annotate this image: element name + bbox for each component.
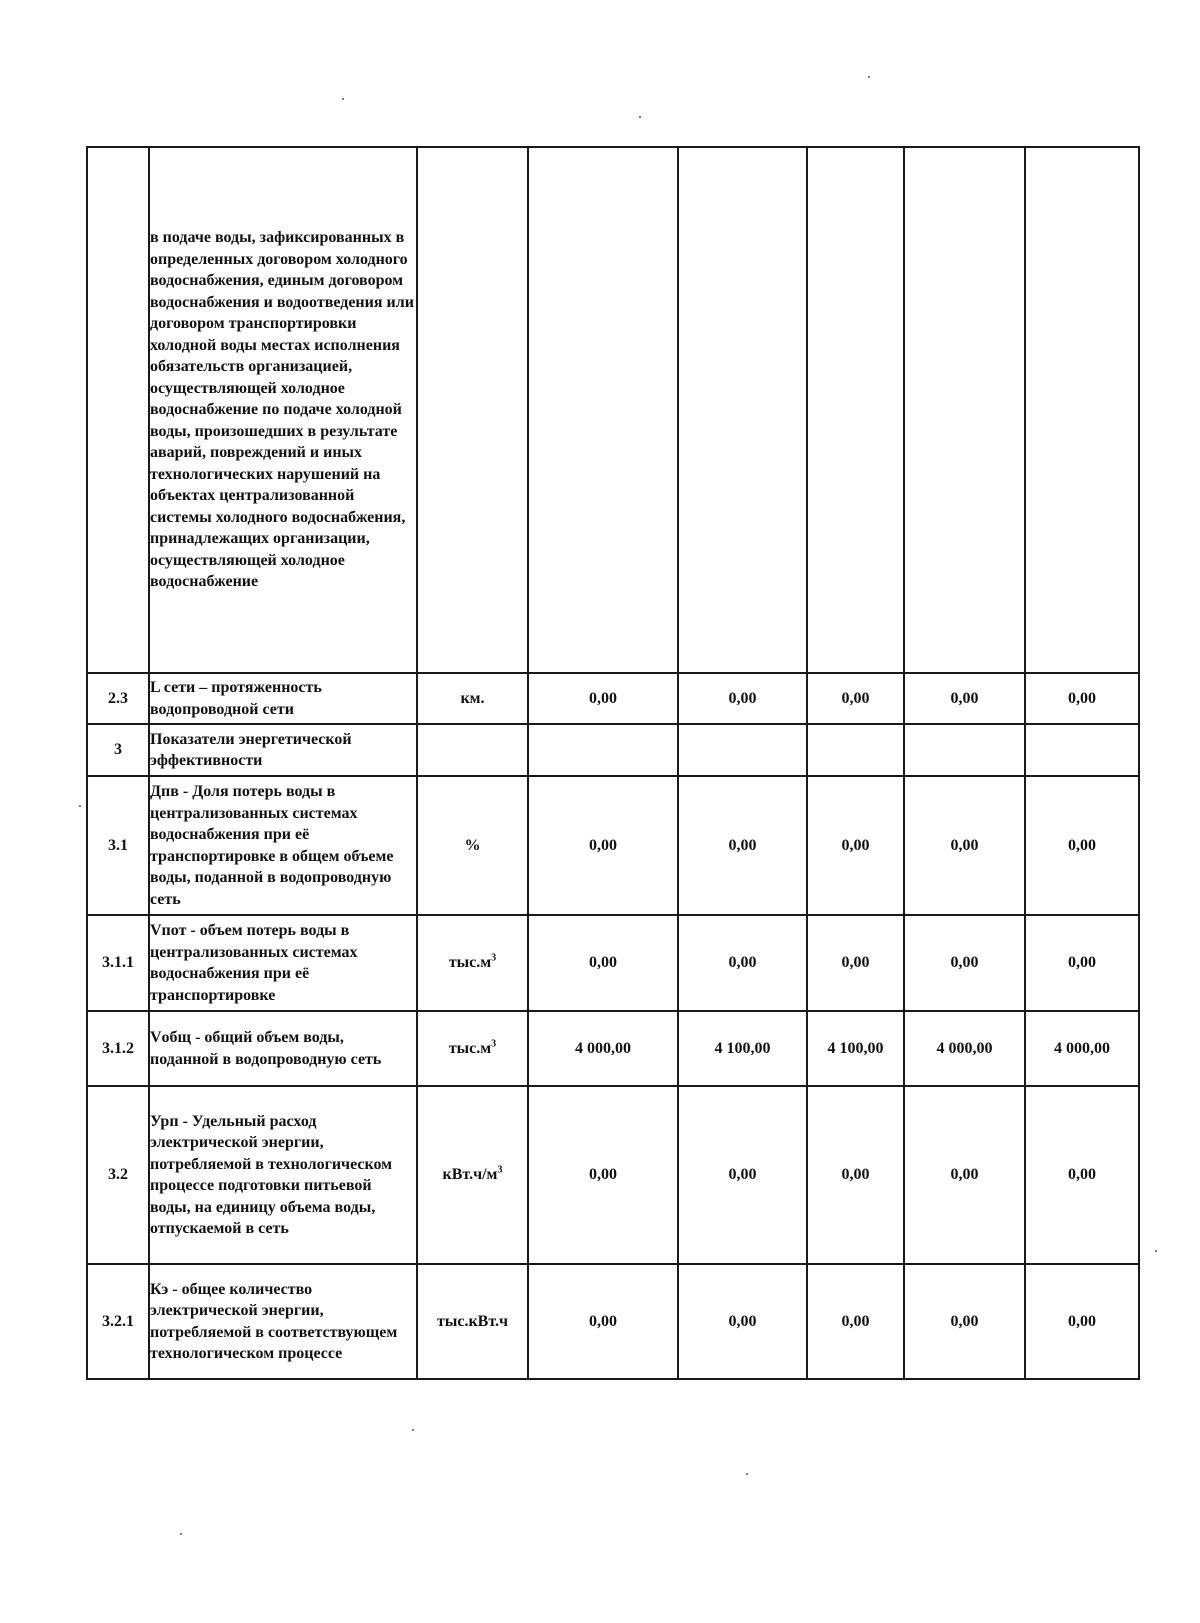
unit-exponent: 3 bbox=[491, 952, 497, 964]
value-cell: 4 100,00 bbox=[678, 1011, 807, 1086]
value-cell: 0,00 bbox=[528, 915, 678, 1011]
indicator-name: L сети – протяженность водопроводной сети bbox=[149, 673, 417, 724]
unit-label: тыс.кВт.ч bbox=[436, 1312, 509, 1330]
value-cell bbox=[528, 147, 678, 673]
unit-label: % bbox=[464, 836, 481, 854]
scan-speck bbox=[746, 1473, 748, 1475]
table-row bbox=[87, 724, 1139, 776]
scan-speck bbox=[342, 98, 344, 100]
unit-cell bbox=[417, 915, 528, 1011]
unit-label: кВт.ч/м bbox=[442, 1166, 498, 1184]
indicator-name: Урп - Удельный расход электрической энергии, потребляемой в технологическом процессе подготовки питьевой воды, на единицу объема воды, отпускаемой в сеть bbox=[149, 1086, 417, 1264]
indicator-name: Vобщ - общий объем воды, поданной в водопроводную сеть bbox=[149, 1011, 417, 1086]
value-cell bbox=[528, 724, 678, 776]
value-cell: 0,00 bbox=[807, 915, 904, 1011]
value-cell: 4 100,00 bbox=[807, 1011, 904, 1086]
value-cell: 0,00 bbox=[678, 1264, 807, 1379]
unit-label: км. bbox=[460, 689, 485, 707]
row-number: 3.1.2 bbox=[87, 1011, 149, 1086]
value-cell: 4 000,00 bbox=[904, 1011, 1025, 1086]
value-cell: 0,00 bbox=[904, 1086, 1025, 1264]
table-row bbox=[87, 776, 1139, 915]
row-number: 3.2.1 bbox=[87, 1264, 149, 1379]
value-cell bbox=[904, 724, 1025, 776]
value-cell: 0,00 bbox=[807, 1086, 904, 1264]
value-cell: 0,00 bbox=[1025, 915, 1139, 1011]
row-number: 2.3 bbox=[87, 673, 149, 724]
value-cell bbox=[807, 724, 904, 776]
row-number: 3 bbox=[87, 724, 149, 776]
value-cell: 0,00 bbox=[807, 776, 904, 915]
value-cell: 0,00 bbox=[528, 776, 678, 915]
scan-speck bbox=[1155, 1250, 1157, 1252]
indicator-name: в подаче воды, зафиксированных в определенных договором холодного водоснабжения, единым договором водоснабжения и водоотведения или договором транспортировки холодной воды местах исполнения обязательств организацией, осуществляющей холодное водоснабжение по подаче холодной воды, произошедших в результате аварий, повреждений и иных технологических нарушений на объектах централизованной системы холодного водоснабжения, принадлежащих организации, осуществляющей холодное водоснабжение bbox=[149, 147, 417, 673]
unit-cell bbox=[417, 673, 528, 724]
unit-cell bbox=[417, 1086, 528, 1264]
table-row bbox=[87, 1264, 1139, 1379]
value-cell: 0,00 bbox=[1025, 776, 1139, 915]
value-cell bbox=[807, 147, 904, 673]
scan-speck bbox=[412, 1429, 414, 1431]
indicator-name: Vпот - объем потерь воды в централизованных системах водоснабжения при её транспортировке bbox=[149, 915, 417, 1011]
unit-exponent: 3 bbox=[491, 1038, 497, 1050]
value-cell: 0,00 bbox=[528, 673, 678, 724]
scan-speck bbox=[79, 805, 81, 807]
table-row bbox=[87, 1011, 1139, 1086]
unit-label: тыс.м bbox=[448, 1039, 492, 1057]
value-cell: 0,00 bbox=[678, 673, 807, 724]
indicators-table bbox=[86, 146, 1140, 1380]
value-cell: 0,00 bbox=[904, 1264, 1025, 1379]
value-cell: 0,00 bbox=[904, 673, 1025, 724]
value-cell bbox=[1025, 147, 1139, 673]
value-cell: 0,00 bbox=[528, 1264, 678, 1379]
value-cell: 0,00 bbox=[1025, 1086, 1139, 1264]
value-cell: 0,00 bbox=[1025, 673, 1139, 724]
value-cell: 0,00 bbox=[1025, 1264, 1139, 1379]
value-cell: 0,00 bbox=[678, 776, 807, 915]
unit-exponent: 3 bbox=[497, 1164, 503, 1176]
value-cell bbox=[678, 724, 807, 776]
value-cell bbox=[904, 147, 1025, 673]
value-cell: 0,00 bbox=[678, 1086, 807, 1264]
table-row bbox=[87, 915, 1139, 1011]
unit-cell bbox=[417, 724, 528, 776]
table-row bbox=[87, 1086, 1139, 1264]
unit-cell bbox=[417, 147, 528, 673]
indicator-name: Показатели энергетической эффективности bbox=[149, 724, 417, 776]
indicator-name: Кэ - общее количество электрической энергии, потребляемой в соответствующем технологическом процессе bbox=[149, 1264, 417, 1379]
unit-label: тыс.м bbox=[448, 954, 492, 972]
value-cell: 0,00 bbox=[904, 776, 1025, 915]
value-cell bbox=[1025, 724, 1139, 776]
indicator-name: Дпв - Доля потерь воды в централизованных системах водоснабжения при её транспортировке в общем объеме воды, поданной в водопроводную сеть bbox=[149, 776, 417, 915]
unit-cell bbox=[417, 776, 528, 915]
value-cell: 0,00 bbox=[807, 1264, 904, 1379]
value-cell: 4 000,00 bbox=[1025, 1011, 1139, 1086]
table-body bbox=[87, 147, 1139, 1379]
value-cell: 0,00 bbox=[678, 915, 807, 1011]
value-cell: 0,00 bbox=[807, 673, 904, 724]
row-number: 3.2 bbox=[87, 1086, 149, 1264]
value-cell: 0,00 bbox=[528, 1086, 678, 1264]
value-cell bbox=[678, 147, 807, 673]
scan-speck bbox=[180, 1533, 182, 1535]
value-cell: 0,00 bbox=[904, 915, 1025, 1011]
scan-speck bbox=[868, 76, 870, 78]
row-number: 3.1 bbox=[87, 776, 149, 915]
scan-speck bbox=[639, 116, 641, 118]
row-number bbox=[87, 147, 149, 673]
row-number: 3.1.1 bbox=[87, 915, 149, 1011]
unit-cell bbox=[417, 1264, 528, 1379]
table-row bbox=[87, 147, 1139, 673]
unit-cell bbox=[417, 1011, 528, 1086]
table-row bbox=[87, 673, 1139, 724]
value-cell: 4 000,00 bbox=[528, 1011, 678, 1086]
